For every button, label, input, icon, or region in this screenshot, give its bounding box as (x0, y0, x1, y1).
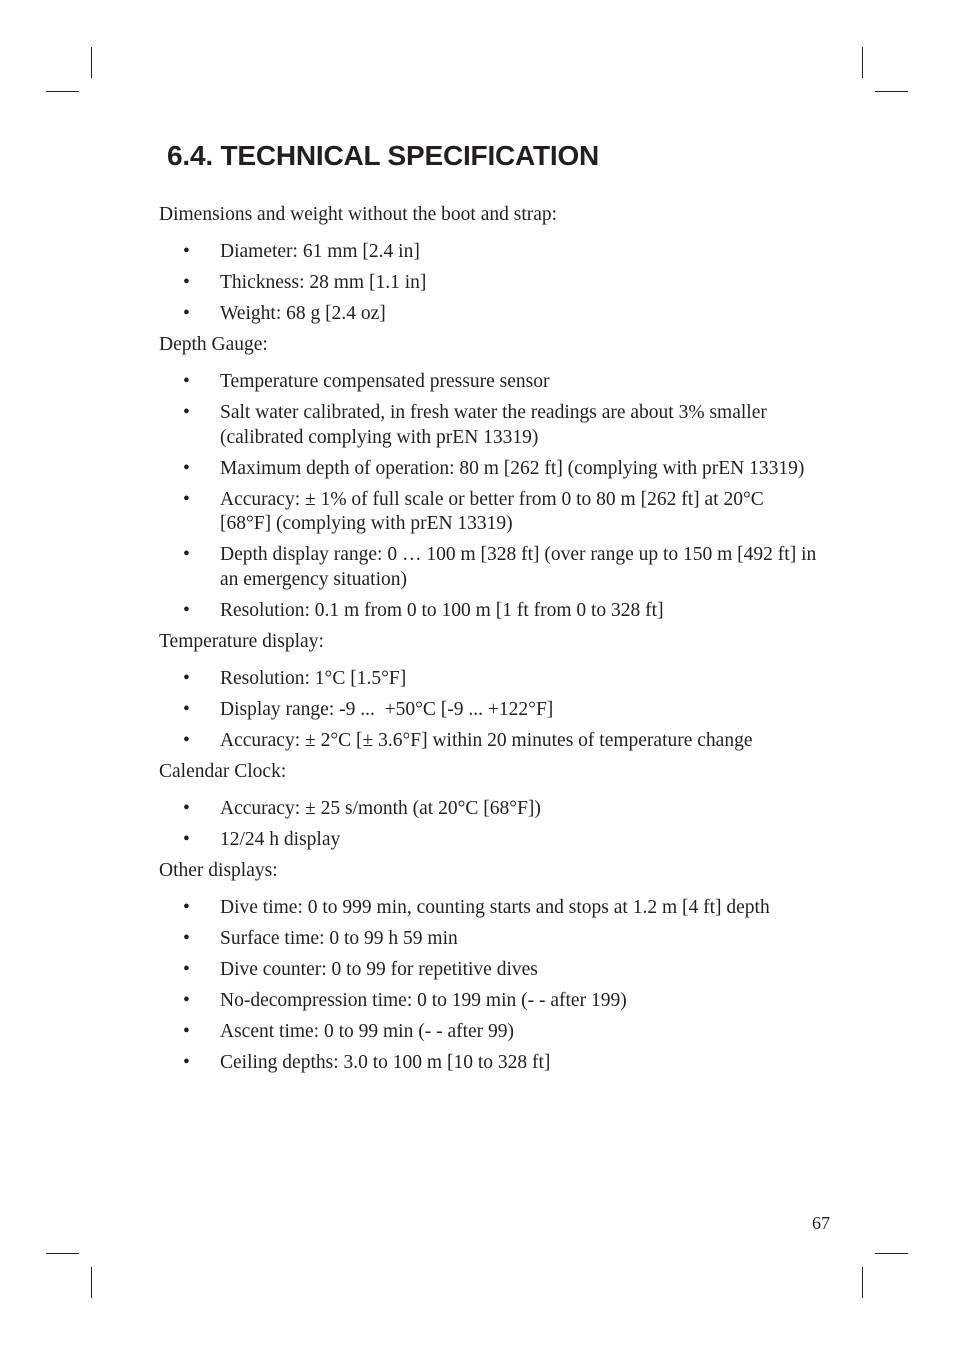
bullet-list (159, 896, 819, 1076)
section-heading: Temperature display: (159, 630, 324, 652)
crop-mark (46, 1253, 79, 1254)
bullet-icon: • (183, 729, 190, 751)
list-item: • Temperature compensated pressure sensor (159, 370, 819, 395)
bullet-icon: • (183, 402, 190, 423)
list-item: • Maximum depth of operation: 80 m [262 ft] (complying with prEN 13319) (159, 457, 819, 482)
list-item: • Accuracy: ± 2°C [± 3.6°F] within 20 minutes of temperature change (159, 729, 819, 754)
bullet-icon: • (183, 989, 190, 1011)
list-item: • Salt water calibrated, in fresh water the readings are about 3% smaller (calibrated complying with prEN 13319) (183, 402, 767, 448)
spec-content (159, 203, 819, 1082)
bullet-icon: • (183, 667, 190, 689)
section-heading: Dimensions and weight without the boot and strap: (159, 204, 558, 225)
bullet-list (159, 240, 819, 327)
page-number: 67 (812, 1213, 830, 1233)
section-heading: Calendar Clock: (159, 760, 287, 782)
bullet-icon: • (183, 272, 190, 293)
list-item: • Ascent time: 0 to 99 min (- - after 99) (159, 1020, 819, 1045)
bullet-icon: • (183, 457, 190, 479)
crop-mark (862, 47, 863, 78)
list-item: • Accuracy: ± 25 s/month (at 20°C [68°F]) (159, 797, 819, 822)
section-calendar-clock (159, 760, 819, 853)
list-item: • Diameter: 61 mm [2.4 in] (159, 240, 819, 265)
bullet-icon: • (183, 698, 190, 720)
list-item: • Surface time: 0 to 99 h 59 min (159, 927, 819, 952)
list-item: • Resolution: 0.1 m from 0 to 100 m [1 ft from 0 to 328 ft] (159, 599, 819, 624)
crop-mark (46, 91, 79, 92)
bullet-icon: • (183, 927, 190, 949)
bullet-list (159, 370, 819, 623)
bullet-icon: • (183, 1051, 190, 1073)
section-heading: Other displays: (159, 859, 278, 881)
list-item: • Display range: -9 ... +50°C [-9 ... +122°F] (159, 698, 819, 723)
crop-mark (875, 91, 908, 92)
bullet-list (159, 667, 819, 754)
bullet-icon: • (183, 371, 190, 392)
list-item: • Ceiling depths: 3.0 to 100 m [10 to 328 ft] (159, 1051, 819, 1076)
crop-mark (91, 1267, 92, 1298)
section-heading: Depth Gauge: (159, 334, 268, 355)
bullet-icon: • (183, 896, 190, 918)
list-item: • Resolution: 1°C [1.5°F] (159, 667, 819, 692)
page-title: 6.4. TECHNICAL SPECIFICATION (167, 140, 600, 171)
bullet-icon: • (183, 241, 190, 262)
crop-mark (862, 1267, 863, 1298)
bullet-list (159, 797, 819, 853)
list-item: • Thickness: 28 mm [1.1 in] (159, 271, 819, 296)
list-item: • Dive counter: 0 to 99 for repetitive dives (159, 958, 819, 983)
list-item: • Dive time: 0 to 999 min, counting starts and stops at 1.2 m [4 ft] depth (159, 896, 819, 921)
crop-mark (91, 47, 92, 78)
section-depth-gauge (159, 333, 819, 623)
section-temperature (159, 630, 819, 754)
bullet-icon: • (183, 599, 190, 621)
list-item: • Accuracy: ± 1% of full scale or better from 0 to 80 m [262 ft] at 20°C [68°F] (complying with prEN 13319) (183, 488, 764, 534)
bullet-icon: • (183, 303, 190, 324)
bullet-icon: • (183, 544, 190, 565)
bullet-icon: • (183, 797, 190, 819)
bullet-icon: • (183, 958, 190, 980)
section-dimensions (159, 203, 819, 327)
list-item: • No-decompression time: 0 to 199 min (- - after 199) (159, 989, 819, 1014)
list-item: • Depth display range: 0 … 100 m [328 ft] (over range up to 150 m [492 ft] in an emergency situation) (183, 544, 817, 590)
bullet-icon: • (183, 1020, 190, 1042)
list-item: • 12/24 h display (159, 828, 819, 853)
bullet-icon: • (183, 828, 190, 850)
crop-mark (875, 1253, 908, 1254)
bullet-icon: • (183, 488, 190, 510)
section-other-displays (159, 859, 819, 1076)
list-item: • Weight: 68 g [2.4 oz] (159, 302, 819, 327)
